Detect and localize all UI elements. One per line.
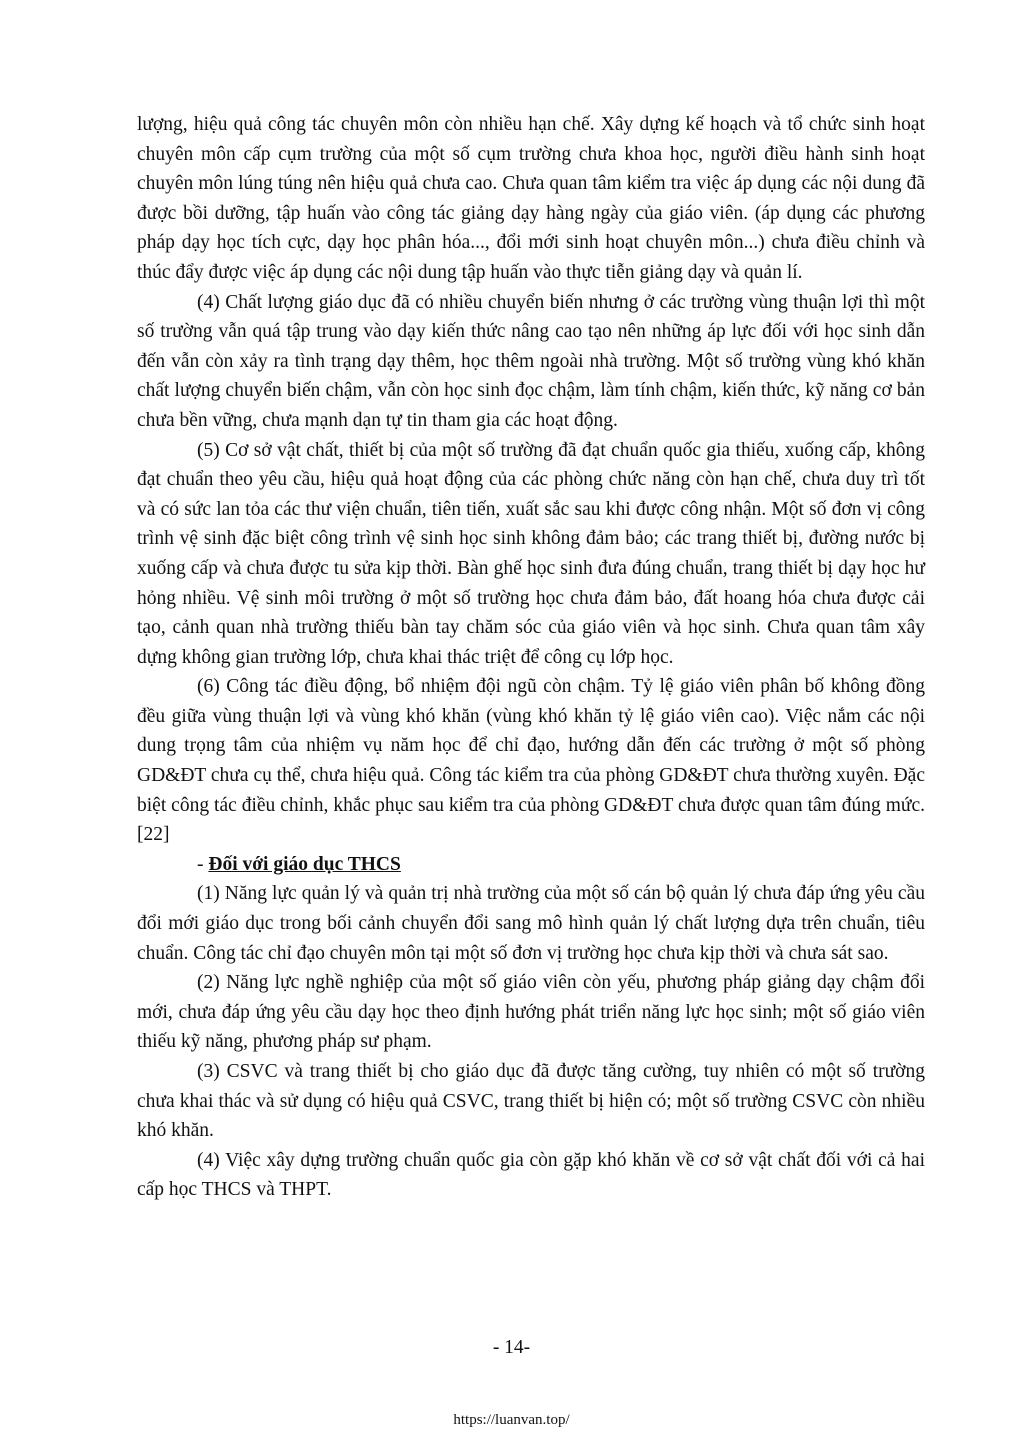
section-paragraph-3: (3) CSVC và trang thiết bị cho giáo dục đã được tăng cường, tuy nhiên có một số trường chưa khai thác và sử dụng có hiệu quả CSVC, trang thiết bị hiện có; một số trường CSVC còn nhiều khó khăn.: [137, 1061, 925, 1142]
paragraph-item-6: (6) Công tác điều động, bổ nhiệm đội ngũ còn chậm. Tỷ lệ giáo viên phân bố không đồng đều giữa vùng thuận lợi và vùng khó khăn (vùng khó khăn tỷ lệ giáo viên cao). Việc nắm các nội dung trọng tâm của nhiệm vụ năm học để chỉ đạo, hướng dẫn đến các trường ở một số phòng GD&ĐT chưa cụ thể, chưa hiệu quả. Công tác kiểm tra của phòng GD&ĐT chưa thường xuyên. Đặc biệt công tác điều chỉnh, khắc phục sau kiểm tra của phòng GD&ĐT chưa được quan tâm đúng mức.[22]: [137, 676, 925, 846]
section-paragraph-2: (2) Năng lực nghề nghiệp của một số giáo viên còn yếu, phương pháp giảng dạy chậm đổi mới, chưa đáp ứng yêu cầu dạy học theo định hướng phát triển năng lực học sinh; một số giáo viên thiếu kỹ năng, phương pháp sư phạm.: [137, 972, 925, 1053]
section-paragraph-4: (4) Việc xây dựng trường chuẩn quốc gia còn gặp khó khăn về cơ sở vật chất đối với cả hai cấp học THCS và THPT.: [137, 1149, 925, 1201]
page-number: - 14-: [492, 1337, 531, 1358]
paragraph-item-5: (5) Cơ sở vật chất, thiết bị của một số trường đã đạt chuẩn quốc gia thiếu, xuống cấp, không đạt chuẩn theo yêu cầu, hiệu quả hoạt động của các phòng chức năng còn hạn chế, chưa duy trì tốt và có sức lan tỏa các thư viện chuẩn, tiên tiến, xuất sắc sau khi được công nhận. Một số đơn vị công trình vệ sinh đặc biệt công trình vệ sinh học sinh không đảm bảo; các trang thiết bị, đường nước bị xuống cấp và chưa được tu sửa kịp thời. Bàn ghế học sinh đưa đúng chuẩn, trang thiết bị dạy học hư hỏng nhiều. Vệ sinh môi trường ở một số trường học chưa đảm bảo, đất hoang hóa chưa được cải tạo, cảnh quan nhà trường thiếu bàn tay chăm sóc của giáo viên và học sinh. Chưa quan tâm xây dựng không gian trường lớp, chưa khai thác triệt để công cụ lớp học.: [137, 439, 925, 668]
document-body: [137, 110, 925, 1205]
section-paragraph-1: (1) Năng lực quản lý và quản trị nhà trường của một số cán bộ quản lý chưa đáp ứng yêu cầu đổi mới giáo dục trong bối cảnh chuyển đổi sang mô hình quản lý chất lượng dựa trên chuẩn, tiêu chuẩn. Công tác chỉ đạo chuyên môn tại một số đơn vị trường học chưa kịp thời và chưa sát sao.: [137, 883, 925, 964]
section-heading-prefix: -: [197, 853, 209, 875]
footer-url-link[interactable]: https://luanvan.top/: [453, 1412, 570, 1428]
section-heading: [137, 850, 925, 880]
paragraph-continuation: lượng, hiệu quả công tác chuyên môn còn nhiều hạn chế. Xây dựng kế hoạch và tổ chức sinh hoạt chuyên môn cấp cụm trường của một số cụm trường chưa khoa học, người điều hành sinh hoạt chuyên môn lúng túng nên hiệu quả chưa cao. Chưa quan tâm kiểm tra việc áp dụng các nội dung đã được bồi dưỡng, tập huấn vào công tác giảng dạy hàng ngày của giáo viên. (áp dụng các phương pháp dạy học tích cực, dạy học phân hóa..., đổi mới sinh hoạt chuyên môn...) chưa điều chỉnh và thúc đẩy được việc áp dụng các nội dung tập huấn vào thực tiễn giảng dạy và quản lí.: [137, 114, 925, 283]
paragraph-item-4: (4) Chất lượng giáo dục đã có nhiều chuyển biến nhưng ở các trường vùng thuận lợi thì một số trường vẫn quá tập trung vào dạy kiến thức nâng cao tạo nên những áp lực đối với học sinh dẫn đến vẫn còn xảy ra tình trạng dạy thêm, học thêm ngoài nhà trường. Một số trường vùng khó khăn chất lượng chuyển biến chậm, vẫn còn học sinh đọc chậm, làm tính chậm, kiến thức, kỹ năng cơ bản chưa bền vững, chưa mạnh dạn tự tin tham gia các hoạt động.: [137, 291, 925, 431]
section-heading-text: Đối với giáo dục THCS: [208, 853, 401, 875]
